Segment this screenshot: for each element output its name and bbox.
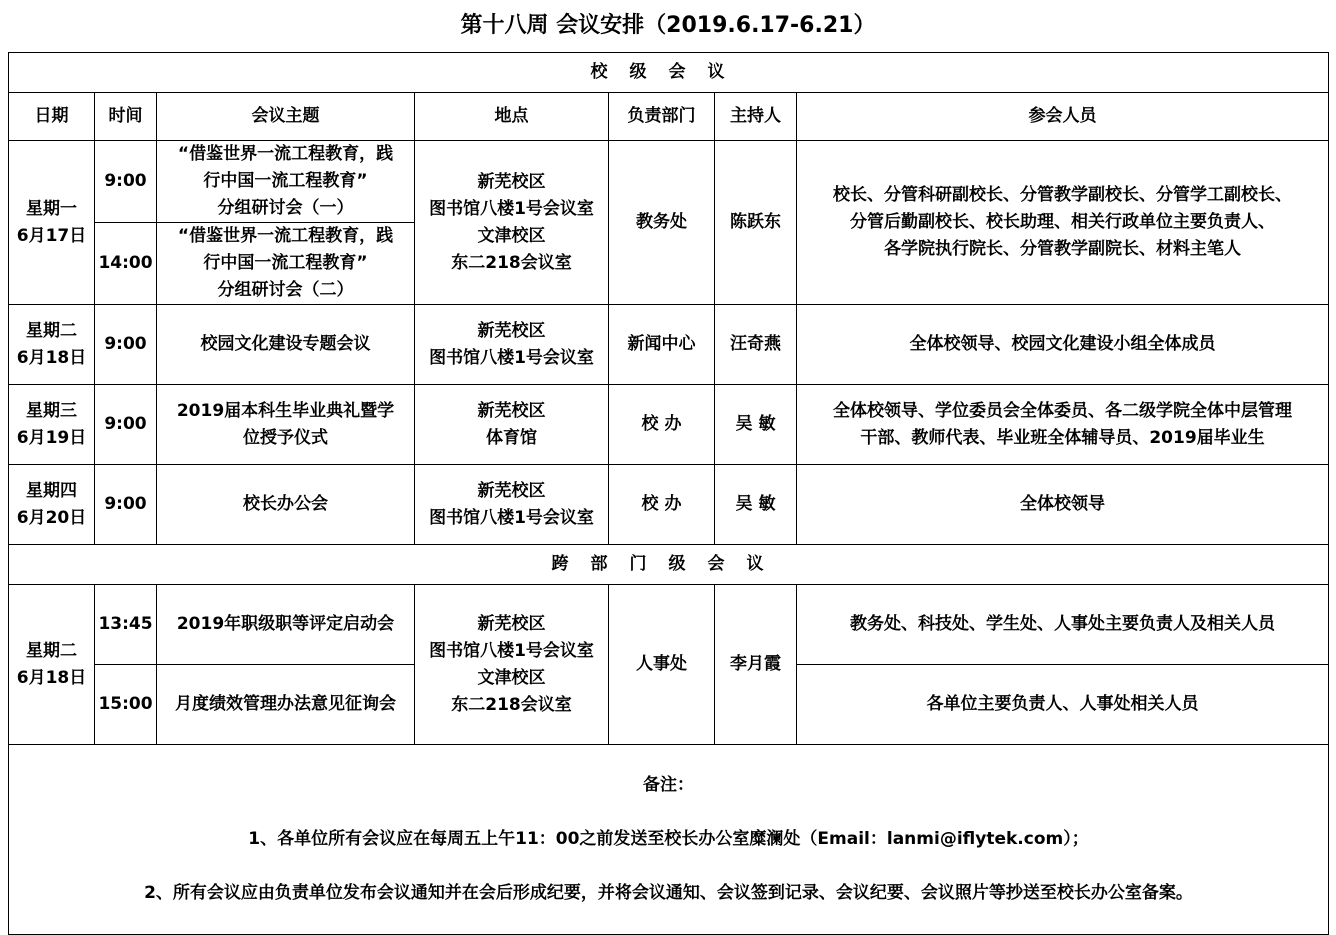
table-row — [9, 141, 1329, 223]
meeting-attendees: 教务处、科技处、学生处、人事处主要负责人及相关人员 — [797, 585, 1329, 665]
meeting-location: 新芜校区 图书馆八楼1号会议室 — [415, 465, 609, 545]
meeting-department: 教务处 — [609, 141, 715, 305]
notes-label: 备注： — [643, 775, 694, 795]
meeting-schedule-table — [8, 52, 1329, 935]
notes-cell — [9, 745, 1329, 935]
page-title: 第十八周 会议安排（2019.6.17-6.21） — [460, 13, 876, 38]
meeting-host: 吴 敏 — [715, 465, 797, 545]
meeting-date: 星期一 6月17日 — [9, 141, 95, 305]
meeting-topic: “借鉴世界一流工程教育，践 行中国一流工程教育” 分组研讨会（二） — [157, 223, 415, 305]
table-row — [9, 465, 1329, 545]
table-row — [9, 385, 1329, 465]
meeting-time: 15:00 — [95, 665, 157, 745]
meeting-topic: 校园文化建设专题会议 — [157, 305, 415, 385]
notes-row — [9, 745, 1329, 935]
meeting-department: 人事处 — [609, 585, 715, 745]
meeting-date: 星期三 6月19日 — [9, 385, 95, 465]
section-row-cross — [9, 545, 1329, 585]
meeting-time: 9:00 — [95, 141, 157, 223]
meeting-time: 13:45 — [95, 585, 157, 665]
meeting-time: 9:00 — [95, 385, 157, 465]
meeting-host: 李月霞 — [715, 585, 797, 745]
header-location: 地点 — [415, 93, 609, 141]
section-title-school: 校级会议 — [9, 53, 1329, 93]
header-row — [9, 93, 1329, 141]
header-attendees: 参会人员 — [797, 93, 1329, 141]
meeting-topic: “借鉴世界一流工程教育，践 行中国一流工程教育” 分组研讨会（一） — [157, 141, 415, 223]
meeting-location: 新芜校区 体育馆 — [415, 385, 609, 465]
header-date: 日期 — [9, 93, 95, 141]
meeting-attendees: 全体校领导、校园文化建设小组全体成员 — [797, 305, 1329, 385]
note-line-1: 1、各单位所有会议应在每周五上午11：00之前发送至校长办公室糜澜处（Email：lanmi@iflytek.com）； — [248, 829, 1089, 849]
meeting-topic: 校长办公会 — [157, 465, 415, 545]
meeting-location: 新芜校区 图书馆八楼1号会议室 — [415, 305, 609, 385]
meeting-topic: 月度绩效管理办法意见征询会 — [157, 665, 415, 745]
meeting-attendees: 各单位主要负责人、人事处相关人员 — [797, 665, 1329, 745]
meeting-host: 汪奇燕 — [715, 305, 797, 385]
table-row — [9, 585, 1329, 665]
meeting-time: 14:00 — [95, 223, 157, 305]
note-line-2: 2、所有会议应由负责单位发布会议通知并在会后形成纪要，并将会议通知、会议签到记录、会议纪要、会议照片等抄送至校长办公室备案。 — [144, 883, 1193, 903]
meeting-time: 9:00 — [95, 465, 157, 545]
meeting-department: 校 办 — [609, 465, 715, 545]
meeting-department: 新闻中心 — [609, 305, 715, 385]
meeting-location: 新芜校区 图书馆八楼1号会议室 文津校区 东二218会议室 — [415, 141, 609, 305]
header-time: 时间 — [95, 93, 157, 141]
meeting-location: 新芜校区 图书馆八楼1号会议室 文津校区 东二218会议室 — [415, 585, 609, 745]
header-topic: 会议主题 — [157, 93, 415, 141]
table-row — [9, 305, 1329, 385]
section-row-school — [9, 53, 1329, 93]
meeting-topic: 2019年职级职等评定启动会 — [157, 585, 415, 665]
meeting-host: 吴 敏 — [715, 385, 797, 465]
header-department: 负责部门 — [609, 93, 715, 141]
meeting-date: 星期四 6月20日 — [9, 465, 95, 545]
meeting-attendees: 全体校领导、学位委员会全体委员、各二级学院全体中层管理 干部、教师代表、毕业班全体辅导员、2019届毕业生 — [797, 385, 1329, 465]
meeting-date: 星期二 6月18日 — [9, 305, 95, 385]
meeting-time: 9:00 — [95, 305, 157, 385]
meeting-date: 星期二 6月18日 — [9, 585, 95, 745]
meeting-department: 校 办 — [609, 385, 715, 465]
meeting-attendees: 全体校领导 — [797, 465, 1329, 545]
header-host: 主持人 — [715, 93, 797, 141]
section-title-cross: 跨部门级会议 — [9, 545, 1329, 585]
meeting-attendees: 校长、分管科研副校长、分管教学副校长、分管学工副校长、 分管后勤副校长、校长助理、相关行政单位主要负责人、 各学院执行院长、分管教学副院长、材料主笔人 — [797, 141, 1329, 305]
meeting-host: 陈跃东 — [715, 141, 797, 305]
meeting-topic: 2019届本科生毕业典礼暨学 位授予仪式 — [157, 385, 415, 465]
